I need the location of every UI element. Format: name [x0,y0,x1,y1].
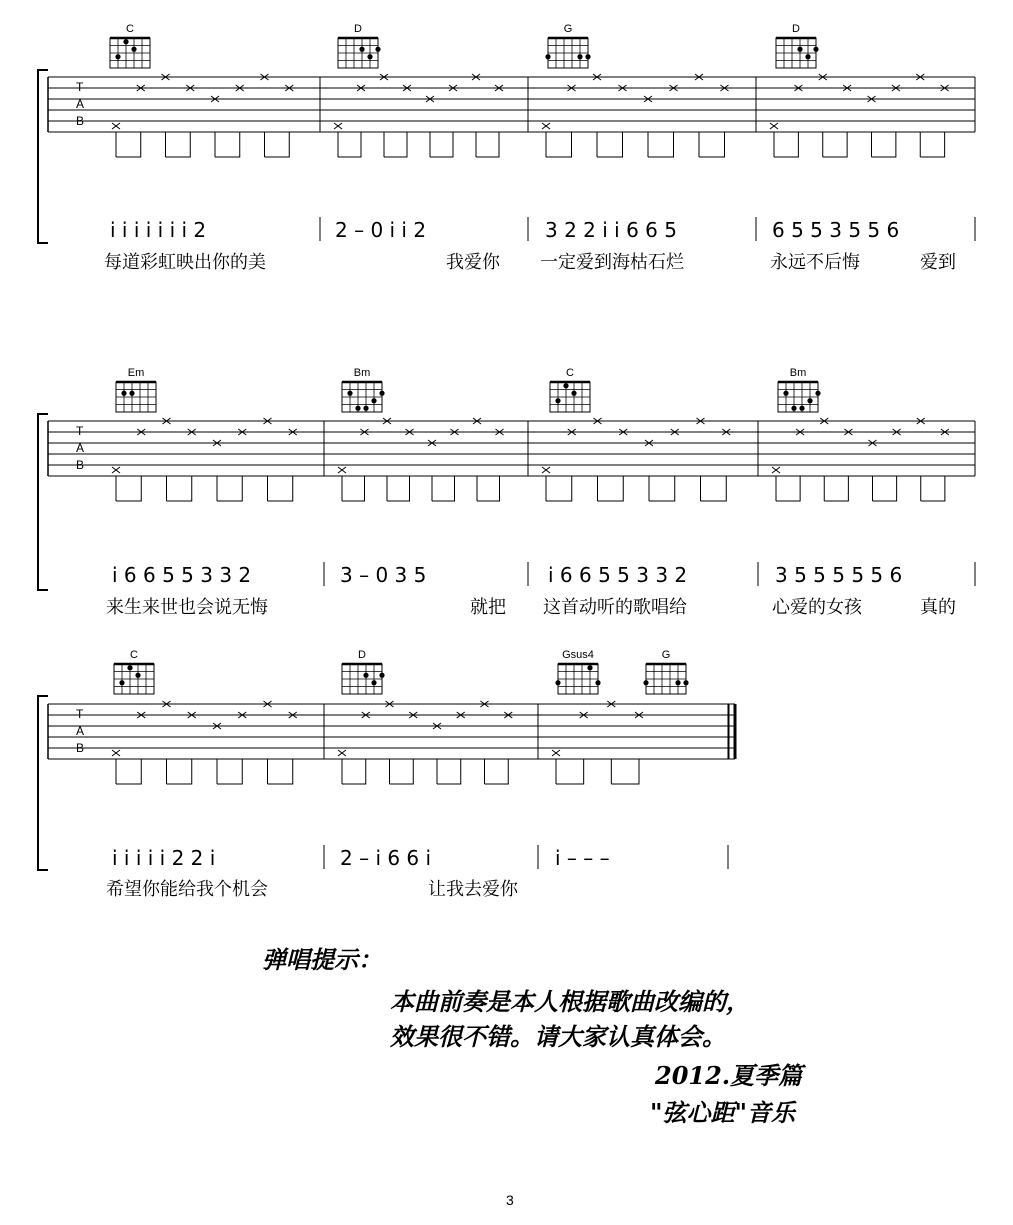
note-beam [649,476,675,501]
note-beam [774,132,798,157]
note-beam [546,476,572,501]
note-beam [390,759,414,784]
chord-dot [595,680,600,685]
chord-diagram-D [776,23,819,68]
note-beam [556,759,584,784]
chord-diagram-Bm [342,367,385,412]
tab-note [338,750,346,756]
chord-dot [371,398,376,403]
note-beam [824,476,848,501]
chord-dot [121,391,126,396]
chord-dot [643,680,648,685]
chord-name: G [661,649,671,661]
page-number: 3 [506,1192,514,1208]
lyric-phrase: 这首动听的歌唱给 [543,597,687,618]
systems-layer [38,23,975,900]
chord-dot [375,47,380,52]
chord-dot [129,391,134,396]
system-bracket [38,70,48,243]
chord-diagram-Em [116,367,156,412]
jianpu-measure: 3 – 0 3 5 [340,563,427,587]
tips-line-2: 效果很不错。请大家认真体会。 [390,1022,726,1051]
chord-dot [585,54,590,59]
chord-diagram-G [545,23,590,68]
jianpu-measure: 6 5 5 3 5 5 6 [772,218,900,242]
chord-dot [367,54,372,59]
chord-name: D [792,23,800,35]
note-beam [598,476,624,501]
note-beam [546,132,572,157]
chord-dot [379,391,384,396]
tab-letter: B [76,741,85,755]
chord-dot [815,391,820,396]
tab-note [772,467,780,473]
note-beam [217,759,242,784]
lyric-phrase: 每道彩虹映出你的美 [104,252,266,273]
chord-diagram-C [114,649,154,694]
note-beam [217,476,242,501]
note-beam [476,132,499,157]
chord-dot [683,680,688,685]
note-beam [268,759,293,784]
note-beam [387,476,410,501]
chord-dot [371,680,376,685]
chord-name: Bm [789,367,807,379]
note-beam [167,759,192,784]
chord-diagram-D [342,649,385,694]
chord-name: Gsus4 [562,649,594,661]
note-beam [342,759,366,784]
tab-note [112,750,120,756]
chord-dot [563,383,568,388]
jianpu-measure: i i i i i 2 2 i [112,846,216,870]
jianpu-measure: i 6 6 5 5 3 3 2 [112,563,252,587]
chord-dot [347,391,352,396]
chord-diagram-Gsus4 [555,649,600,694]
note-beam [265,132,290,157]
lyric-phrase: 希望你能给我个机会 [106,879,268,900]
tab-letter: A [76,724,85,738]
lyric-phrase: 就把 [470,597,506,618]
tab-note [112,123,120,129]
system-2 [38,367,975,618]
system-3 [38,649,735,900]
chord-dot [379,673,384,678]
note-beam [215,132,240,157]
jianpu-measure: 3 2 2 i i 6 6 5 [545,218,677,242]
note-beam [432,476,455,501]
chord-name: D [358,649,366,661]
tips-line-4: "弦心距"音乐 [650,1098,796,1127]
lyric-phrase: 一定爱到海枯石烂 [540,252,684,273]
chord-diagram-D [338,23,381,68]
chord-dot [791,406,796,411]
chord-dot [123,39,128,44]
system-bracket [38,696,48,870]
chord-dot [363,406,368,411]
chord-dot [577,54,582,59]
chord-dot [555,398,560,403]
jianpu-measure: 3 5 5 5 5 5 6 [775,563,903,587]
lyric-phrase: 来生来世也会说无悔 [106,597,268,618]
tab-letter: T [76,707,84,721]
chord-dot [675,680,680,685]
chord-dot [797,47,802,52]
tips-title: 弹唱提示： [262,945,382,974]
tab-note [334,123,342,129]
lyric-phrase: 爱到 [920,252,956,273]
tab-letter: A [76,441,85,455]
chord-name: D [354,23,362,35]
chord-name: C [130,649,138,661]
system-bracket [38,414,48,590]
tab-letter: A [76,97,85,111]
note-beam [873,476,897,501]
note-beam [477,476,500,501]
tips-line-1: 本曲前奏是本人根据歌曲改编的， [390,987,750,1016]
note-beam [921,476,945,501]
chord-dot [119,680,124,685]
chord-name: Bm [353,367,371,379]
note-beam [776,476,800,501]
tab-note [338,467,346,473]
chord-diagram-Bm [778,367,821,412]
jianpu-measure: i i i i i i i 2 [110,218,207,242]
tab-letter: T [76,424,84,438]
jianpu-measure: i – – – [555,846,610,870]
chord-name: C [126,23,134,35]
tab-letter: B [76,114,85,128]
note-beam [116,476,141,501]
chord-dot [587,665,592,670]
lyric-phrase: 永远不后悔 [770,252,860,273]
jianpu-measure: 2 – 0 i i 2 [335,218,427,242]
system-1 [38,23,975,273]
chord-diagram-G [643,649,688,694]
chord-name: G [563,23,573,35]
jianpu-measure: 2 – i 6 6 i [340,846,432,870]
note-beam [485,759,509,784]
lyric-phrase: 让我去爱你 [428,879,518,900]
chord-diagram-C [110,23,150,68]
note-beam [338,132,361,157]
note-beam [342,476,365,501]
note-beam [699,132,725,157]
note-beam [116,132,141,157]
note-beam [872,132,896,157]
chord-dot [363,673,368,678]
note-beam [167,476,192,501]
chord-dot [359,47,364,52]
chord-dot [805,54,810,59]
tab-letter: B [76,458,85,472]
lyric-phrase: 我爱你 [446,252,500,273]
note-beam [437,759,461,784]
jianpu-measure: i 6 6 5 5 3 3 2 [548,563,688,587]
tab-note [770,123,778,129]
chord-dot [571,391,576,396]
lyric-phrase: 心爱的女孩 [772,597,862,618]
chord-dot [807,398,812,403]
note-beam [611,759,639,784]
lyric-phrase: 真的 [920,597,956,618]
note-beam [648,132,674,157]
chord-name: C [566,367,574,379]
chord-dot [545,54,550,59]
tab-letter: T [76,80,84,94]
chord-diagram-C [550,367,590,412]
note-beam [701,476,727,501]
chord-dot [135,673,140,678]
note-beam [116,759,141,784]
note-beam [597,132,623,157]
note-beam [384,132,407,157]
chord-dot [131,47,136,52]
tab-note [542,123,550,129]
chord-dot [783,391,788,396]
note-beam [268,476,293,501]
chord-dot [115,54,120,59]
note-beam [166,132,191,157]
tips-line-3: 2012.夏季篇 [655,1061,803,1090]
chord-dot [127,665,132,670]
chord-name: Em [127,367,145,379]
note-beam [823,132,847,157]
note-beam [430,132,453,157]
chord-dot [355,406,360,411]
chord-dot [799,406,804,411]
chord-dot [813,47,818,52]
chord-dot [555,680,560,685]
tab-note [542,467,550,473]
tab-note [112,467,120,473]
note-beam [920,132,944,157]
tab-note [552,750,560,756]
